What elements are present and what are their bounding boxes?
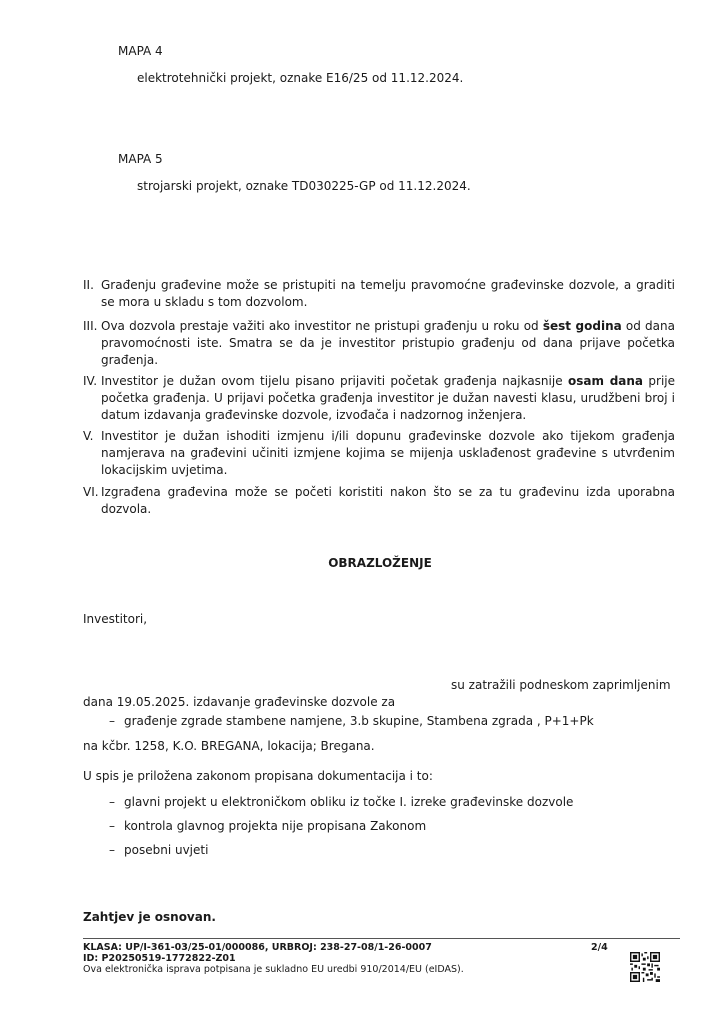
footer-klasa: KLASA: UP/I-361-03/25-01/000086, URBROJ: 238-27-08/1-26-0007 [83, 942, 432, 953]
footer-page-number: 2/4 [591, 942, 608, 953]
doc-item: posebni uvjeti [124, 843, 209, 857]
doc-item: kontrola glavnog projekta nije propisana Zakonom [124, 819, 427, 833]
deadline-highlight: šest godina [542, 319, 622, 333]
spis-text: U spis je priložena zakonom propisana dokumentacija i to: [83, 769, 433, 783]
mapa4-description: elektrotehnički projekt, oznake E16/25 od 11.12.2024. [137, 71, 464, 85]
item-ii [83, 277, 675, 311]
item-number: III. [83, 319, 98, 333]
dash-bullet: – [109, 819, 115, 833]
item-vi [83, 484, 675, 518]
mapa5-title: MAPA 5 [118, 152, 163, 166]
dash-bullet: – [109, 795, 115, 809]
building-description: građenje zgrade stambene namjene, 3.b skupine, Stambena zgrada , P+1+Pk [124, 714, 594, 728]
qr-code-icon [630, 952, 660, 982]
doc-item: glavni projekt u elektroničkom obliku iz točke I. izreke građevinske dozvole [124, 795, 574, 809]
item-iv [83, 373, 675, 424]
item-number: V. [83, 429, 94, 443]
item-iii [83, 318, 675, 369]
investitori-label: Investitori, [83, 612, 148, 626]
item-v [83, 428, 675, 479]
item-text: Investitor je dužan ishoditi izmjenu i/ili dopunu građevinske dozvole ako tijekom građenja namjerava na građevini učiniti izmjene kojima se mijenja usklađenost građevine s utvrđenim lokacijskim uvjetima. [101, 429, 675, 477]
item-text: Ova dozvola prestaje važiti ako investitor ne pristupi građenju u roku od šest godina od dana pravomoćnosti iste. Smatra se da je investitor pristupio građenju od dana prijave početka građenja. [101, 319, 675, 367]
request-text: su zatražili podneskom zaprimljenim [451, 678, 671, 692]
item-text: Investitor je dužan ovom tijelu pisano prijaviti početak građenja najkasnije osam dana prije početka građenja. U prijavi početka građenja investitor je dužan navesti klasu, urudžbeni broj i datum izdavanja građevinske dozvole, izvođača i nadzornog inženjera. [101, 374, 676, 422]
footer-id: ID: P20250519-1772822-Z01 [83, 953, 236, 964]
location-text: na kčbr. 1258, K.O. BREGANA, lokacija; Bregana. [83, 739, 375, 753]
conclusion-text: Zahtjev je osnovan. [83, 910, 216, 924]
mapa5-description: strojarski projekt, oznake TD030225-GP od 11.12.2024. [137, 179, 471, 193]
mapa4-title: MAPA 4 [118, 44, 163, 58]
footer-divider [83, 938, 680, 939]
dash-bullet: – [109, 843, 115, 857]
request-date: dana 19.05.2025. izdavanje građevinske dozvole za [83, 695, 396, 709]
item-text: Građenju građevine može se pristupiti na temelju pravomoćne građevinske dozvole, a graditi se mora u skladu s tom dozvolom. [101, 278, 675, 309]
footer-note: Ova elektronička isprava potpisana je sukladno EU uredbi 910/2014/EU (eIDAS). [83, 964, 464, 975]
item-number: VI. [83, 485, 99, 499]
section-heading: OBRAZLOŽENJE [328, 556, 432, 570]
deadline-highlight: osam dana [567, 374, 644, 388]
item-number: II. [83, 278, 94, 292]
item-number: IV. [83, 374, 98, 388]
dash-bullet: – [109, 714, 115, 728]
item-text: Izgrađena građevina može se početi koristiti nakon što se za tu građevinu izda uporabna dozvola. [101, 485, 675, 516]
